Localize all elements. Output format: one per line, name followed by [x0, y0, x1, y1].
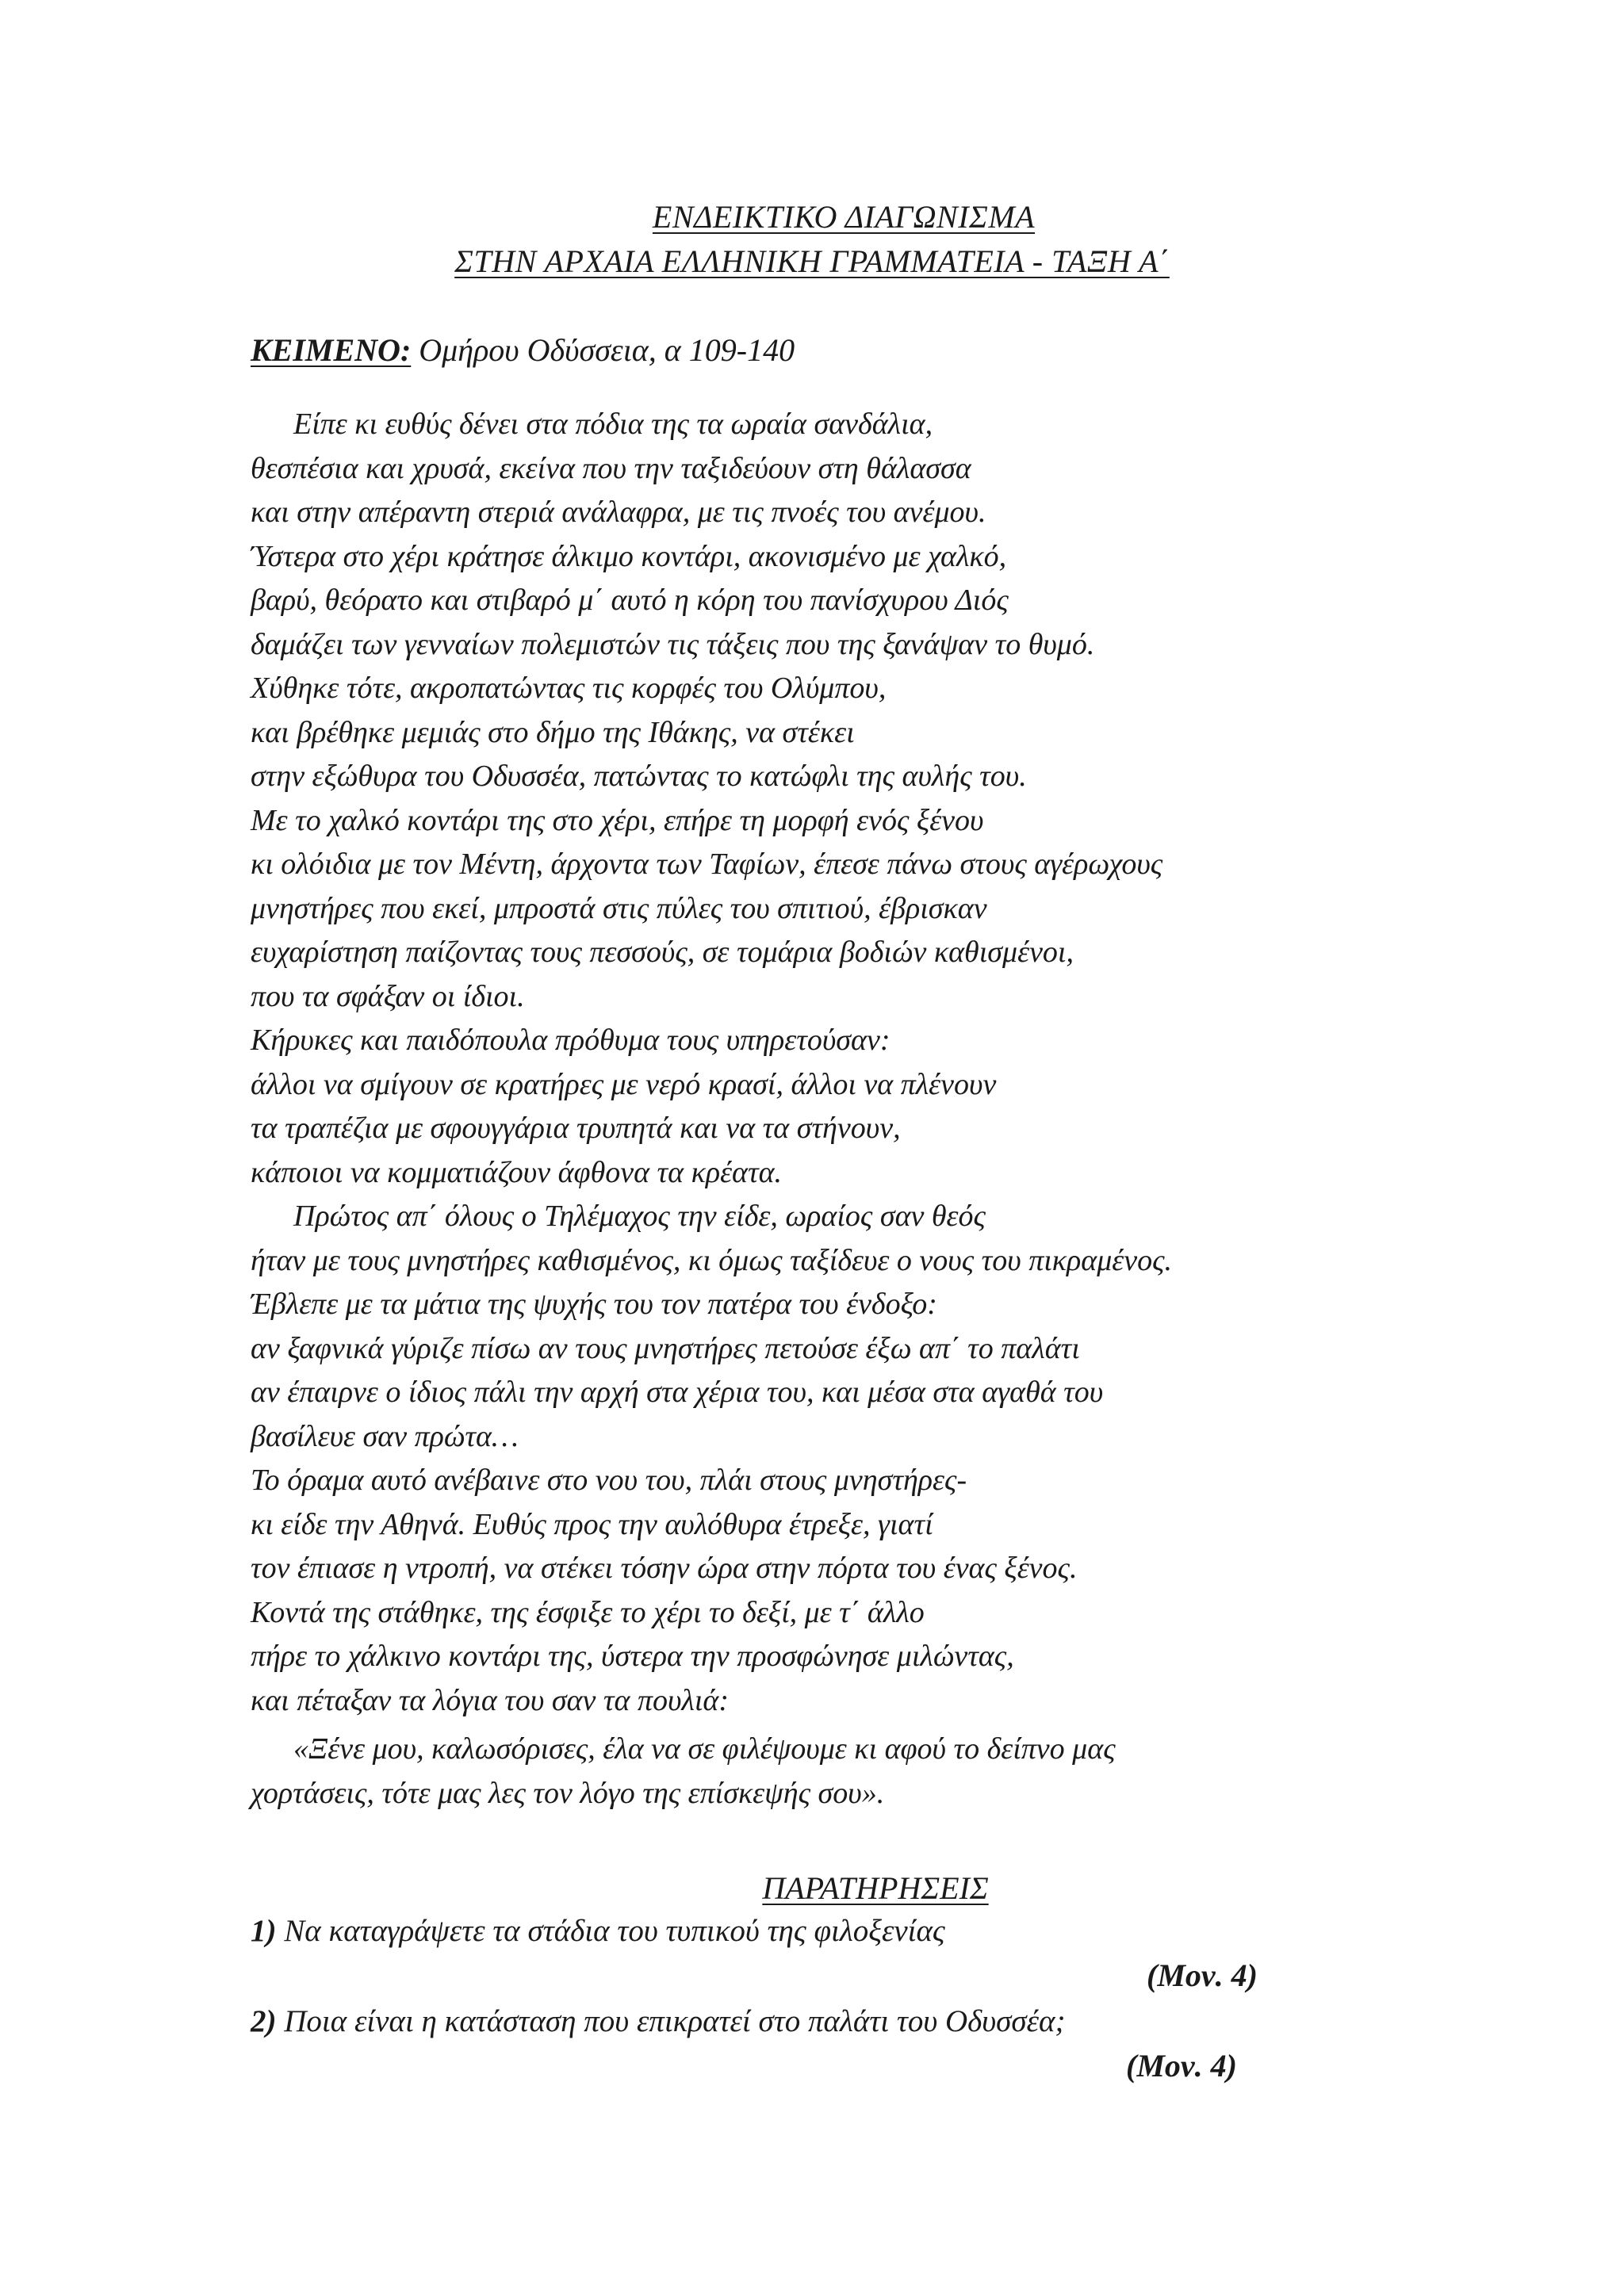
- poem-line: πήρε το χάλκινο κοντάρι της, ύστερα την προσφώνησε μιλώντας,: [251, 1640, 1014, 1673]
- poem-line: βαρύ, θεόρατο και στιβαρό μ΄ αυτό η κόρη του πανίσχυρου Διός: [251, 584, 1009, 617]
- poem-line: Κήρυκες και παιδόπουλα πρόθυμα τους υπηρετούσαν:: [251, 1024, 891, 1057]
- poem-line: τον έπιασε η ντροπή, να στέκει τόσην ώρα στην πόρτα του ένας ξένος.: [251, 1552, 1078, 1585]
- poem-line: αν ξαφνικά γύριζε πίσω αν τους μνηστήρες πετούσε έξω απ΄ το παλάτι: [251, 1331, 1080, 1365]
- poem-text: [251, 403, 1400, 1816]
- poem-line: και στην απέραντη στεριά ανάλαφρα, με τις πνοές του ανέμου.: [251, 496, 986, 529]
- poem-line: «Ξένε μου, καλωσόρισες, έλα να σε φιλέψουμε κι αφού το δείπνο μας: [293, 1732, 1116, 1766]
- poem-line: στην εξώθυρα του Οδυσσέα, πατώντας το κατώφλι της αυλής του.: [251, 760, 1027, 793]
- poem-line: άλλοι να σμίγουν σε κρατήρες με νερό κρασί, άλλοι να πλένουν: [251, 1067, 997, 1101]
- title-line-2: ΣΤΗΝ ΑΡΧΑΙΑ ΕΛΛΗΝΙΚΗ ΓΡΑΜΜΑΤΕΙΑ - ΤΑΞΗ Α΄: [454, 243, 1170, 279]
- poem-line: και πέταξαν τα λόγια του σαν τα πουλιά:: [251, 1683, 730, 1717]
- question-2: [251, 1999, 1065, 2044]
- text-source-heading: [251, 328, 795, 373]
- poem-line: αν έπαιρνε ο ίδιος πάλι την αρχή στα χέρια του, και μέσα στα αγαθά του: [251, 1376, 1104, 1409]
- poem-line: βασίλευε σαν πρώτα…: [251, 1419, 519, 1453]
- poem-line: ευχαρίστηση παίζοντας τους πεσσούς, σε τομάρια βοδιών καθισμένοι,: [251, 936, 1074, 969]
- poem-line: θεσπέσια και χρυσά, εκείνα που την ταξιδεύουν στη θάλασσα: [251, 451, 971, 485]
- poem-line: Κοντά της στάθηκε, της έσφιξε το χέρι το δεξί, με τ΄ άλλο: [251, 1595, 925, 1629]
- question-number: 1): [251, 1914, 277, 1948]
- poem-line: κι ολόιδια με τον Μέντη, άρχοντα των Ταφίων, έπεσε πάνω στους αγέρωχους: [251, 848, 1163, 881]
- poem-line: τα τραπέζια με σφουγγάρια τρυπητά και να τα στήνουν,: [251, 1112, 901, 1145]
- poem-line: δαμάζει των γενναίων πολεμιστών τις τάξεις που της ξανάψαν το θυμό.: [251, 627, 1095, 661]
- question-text: Να καταγράψετε τα στάδια του τυπικού της φιλοξενίας: [284, 1914, 945, 1948]
- poem-line: Είπε κι ευθύς δένει στα πόδια της τα ωραία σανδάλια,: [293, 408, 933, 441]
- poem-line: Πρώτος απ΄ όλους ο Τηλέμαχος την είδε, ωραίος σαν θεός: [293, 1200, 986, 1233]
- text-source: Ομήρου Οδύσσεια, α 109-140: [419, 332, 795, 368]
- title-line-1: ΕΝΔΕΙΚΤΙΚΟ ΔΙΑΓΩΝΙΣΜΑ: [652, 199, 1036, 235]
- poem-line: Με το χαλκό κοντάρι της στο χέρι, επήρε τη μορφή ενός ξένου: [251, 803, 984, 837]
- text-label: ΚΕΙΜΕΝΟ:: [251, 332, 412, 368]
- document-title: [0, 195, 1624, 284]
- poem-line: που τα σφάξαν οι ίδιοι.: [251, 979, 525, 1013]
- question-1: [251, 1909, 945, 1954]
- poem-line: Χύθηκε τότε, ακροπατώντας τις κορφές του Ολύμπου,: [251, 672, 887, 705]
- poem-line: Το όραμα αυτό ανέβαινε στο νου του, πλάι στους μνηστήρες-: [251, 1464, 967, 1497]
- poem-line: και βρέθηκε μεμιάς στο δήμο της Ιθάκης, να στέκει: [251, 715, 855, 749]
- notes-heading: ΠΑΡΑΤΗΡΗΣΕΙΣ: [762, 1870, 989, 1906]
- poem-line: ήταν με τους μνηστήρες καθισμένος, κι όμως ταξίδευε ο νους του πικραμένος.: [251, 1243, 1173, 1277]
- question-text: Ποια είναι η κατάσταση που επικρατεί στο παλάτι του Οδυσσέα;: [284, 2004, 1066, 2038]
- poem-line: κάποιοι να κομματιάζουν άφθονα τα κρέατα.: [251, 1155, 783, 1189]
- poem-line: Έβλεπε με τα μάτια της ψυχής του τον πατέρα του ένδοξο:: [251, 1288, 937, 1321]
- question-number: 2): [251, 2004, 277, 2038]
- poem-line: χορτάσεις, τότε μας λες τον λόγο της επίσκεψής σου».: [251, 1776, 885, 1810]
- question-2-marks: (Μον. 4): [1126, 2048, 1237, 2084]
- question-1-marks: (Μον. 4): [1147, 1957, 1258, 1993]
- poem-line: μνηστήρες που εκεί, μπροστά στις πύλες του σπιτιού, έβρισκαν: [251, 891, 987, 925]
- poem-line: Ύστερα στο χέρι κράτησε άλκιμο κοντάρι, ακονισμένο με χαλκό,: [251, 539, 1007, 573]
- poem-line: κι είδε την Αθηνά. Ευθύς προς την αυλόθυρα έτρεξε, γιατί: [251, 1507, 933, 1541]
